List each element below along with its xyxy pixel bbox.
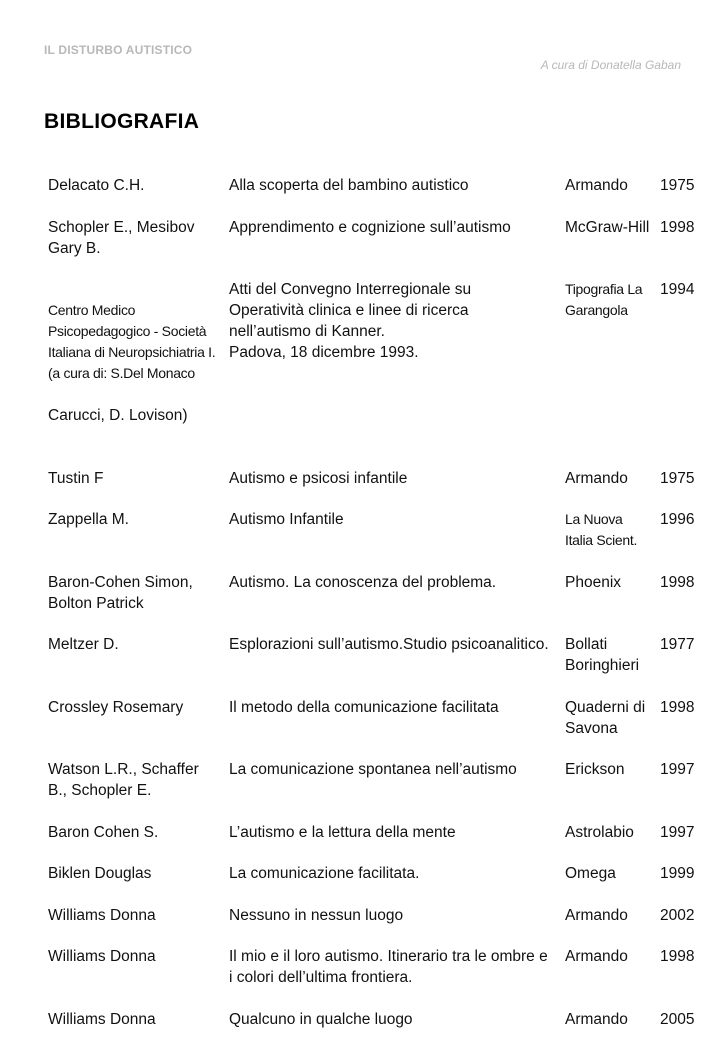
entry-year: 1998 xyxy=(660,698,695,716)
bibliography-entry xyxy=(48,759,708,801)
entry-title: Autismo. La conoscenza del problema. xyxy=(229,573,497,591)
entry-title: Autismo Infantile xyxy=(229,511,344,528)
entry-title: Apprendimento e cognizione sull’autismo xyxy=(229,218,511,236)
entry-publisher: Phoenix xyxy=(565,573,622,591)
entry-author: Baron-Cohen Simon, Bolton Patrick xyxy=(48,573,193,612)
bibliography-entry xyxy=(48,946,708,988)
page-title: BIBLIOGRAFIA xyxy=(44,110,200,133)
entry-title: Nessuno in nessun luogo xyxy=(229,906,404,924)
entry-title: Atti del Convegno Interregionale su Operatività clinica e linee di ricerca nell’autismo di Kanner. Padova, 18 dicembre 1993. xyxy=(229,281,472,361)
entry-year: 2002 xyxy=(660,906,695,924)
entry-title: La comunicazione spontanea nell’autismo xyxy=(229,761,517,778)
entry-publisher: Bollati Boringhieri xyxy=(565,636,640,674)
entry-author: Tustin F xyxy=(48,469,104,487)
entry-publisher: Armando xyxy=(565,1010,628,1028)
entry-year: 2005 xyxy=(660,1010,695,1028)
entry-author: Centro Medico Psicopedagogico - Società Italiana di Neuropsichiatria I. (a cura di: S.Del Monaco xyxy=(48,302,216,381)
entry-author-continued: Carucci, D. Lovison) xyxy=(48,407,188,424)
entry-year: 1997 xyxy=(660,823,695,841)
bibliography-entry xyxy=(48,279,708,447)
entry-publisher: Armando xyxy=(565,948,628,965)
entry-publisher: Armando xyxy=(565,469,628,487)
entry-author: Meltzer D. xyxy=(48,636,119,653)
entry-author-block xyxy=(48,279,229,447)
entry-author: Crossley Rosemary xyxy=(48,698,184,716)
bibliography-entry xyxy=(48,863,708,884)
entry-title: L’autismo e la lettura della mente xyxy=(229,823,456,841)
entry-title: Esplorazioni sull’autismo.Studio psicoanalitico. xyxy=(229,636,549,653)
bibliography-list xyxy=(48,175,708,1050)
entry-year: 1999 xyxy=(660,865,695,882)
bibliography-entry xyxy=(48,175,708,196)
entry-year: 1998 xyxy=(660,218,695,236)
entry-publisher: Armando xyxy=(565,906,628,924)
entry-year: 1996 xyxy=(660,511,695,528)
entry-year: 1997 xyxy=(660,761,695,778)
entry-year: 1975 xyxy=(660,177,695,194)
bibliography-entry xyxy=(48,217,708,259)
entry-publisher: Armando xyxy=(565,177,628,194)
entry-publisher: McGraw-Hill xyxy=(565,218,650,236)
bibliography-entry xyxy=(48,509,708,551)
entry-author: Biklen Douglas xyxy=(48,865,152,882)
bibliography-entry xyxy=(48,468,708,489)
bibliography-entry xyxy=(48,697,708,739)
entry-author: Williams Donna xyxy=(48,1010,156,1028)
entry-title: Qualcuno in qualche luogo xyxy=(229,1010,413,1028)
entry-author: Williams Donna xyxy=(48,906,156,924)
entry-publisher: Tipografia La Garangola xyxy=(565,281,643,318)
bibliography-entry xyxy=(48,822,708,843)
bibliography-entry xyxy=(48,905,708,926)
entry-title: Autismo e psicosi infantile xyxy=(229,469,408,487)
entry-publisher: Quaderni di Savona xyxy=(565,698,646,737)
entry-author: Williams Donna xyxy=(48,948,156,965)
entry-title: Il mio e il loro autismo. Itinerario tra le ombre e i colori dell’ultima frontiera. xyxy=(229,948,548,986)
entry-publisher: Erickson xyxy=(565,761,625,778)
running-title: IL DISTURBO AUTISTICO xyxy=(44,43,193,57)
entry-publisher: Astrolabio xyxy=(565,823,634,841)
entry-year: 1994 xyxy=(660,281,695,298)
entry-title: Il metodo della comunicazione facilitata xyxy=(229,698,499,716)
entry-year: 1998 xyxy=(660,948,695,965)
entry-author: Delacato C.H. xyxy=(48,177,145,194)
entry-year: 1998 xyxy=(660,573,695,591)
entry-year: 1975 xyxy=(660,469,695,487)
entry-publisher: La Nuova Italia Scient. xyxy=(565,511,638,548)
bibliography-entry xyxy=(48,572,708,614)
bibliography-entry xyxy=(48,634,708,676)
editor-credit: A cura di Donatella Gaban xyxy=(540,58,681,72)
entry-publisher: Omega xyxy=(565,865,616,882)
entry-author: Zappella M. xyxy=(48,511,129,528)
entry-title: La comunicazione facilitata. xyxy=(229,865,420,882)
entry-year: 1977 xyxy=(660,636,695,653)
bibliography-entry xyxy=(48,1009,708,1030)
entry-author: Watson L.R., Schaffer B., Schopler E. xyxy=(48,761,199,799)
entry-title: Alla scoperta del bambino autistico xyxy=(229,177,469,194)
entry-author: Schopler E., Mesibov Gary B. xyxy=(48,218,195,257)
entry-author: Baron Cohen S. xyxy=(48,823,159,841)
